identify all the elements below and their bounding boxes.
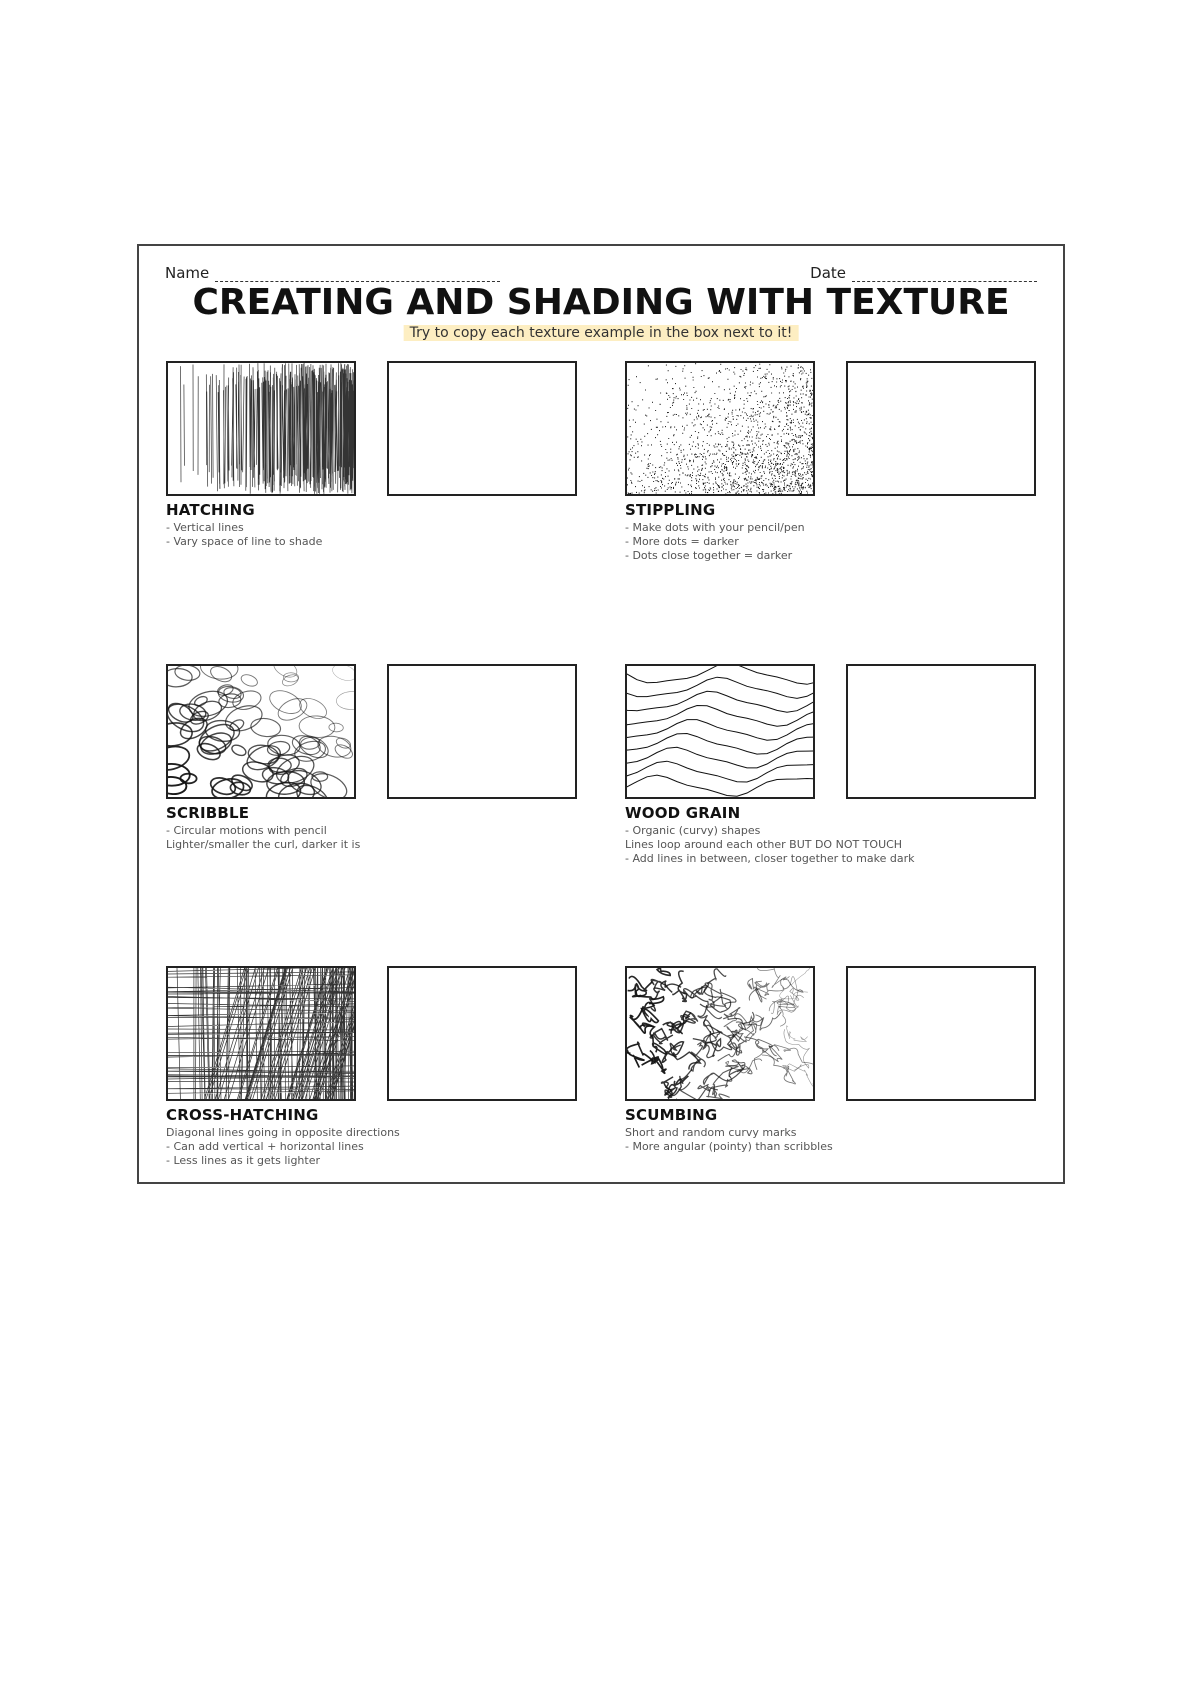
wood-grain-example bbox=[625, 664, 815, 799]
texture-title: WOOD GRAIN bbox=[625, 804, 741, 822]
scribble-practice-box[interactable] bbox=[387, 664, 577, 799]
stippling-practice-box[interactable] bbox=[846, 361, 1036, 496]
texture-title: SCRIBBLE bbox=[166, 804, 250, 822]
texture-cell-hatching bbox=[166, 361, 586, 661]
note-line: - Less lines as it gets lighter bbox=[166, 1154, 320, 1167]
texture-cell-cross-hatching bbox=[166, 966, 586, 1266]
name-field bbox=[165, 264, 500, 282]
name-blank-line[interactable] bbox=[215, 269, 500, 282]
texture-title: STIPPLING bbox=[625, 501, 716, 519]
cross-hatching-example bbox=[166, 966, 356, 1101]
note-line: - Circular motions with pencil bbox=[166, 824, 327, 837]
note-line: - Organic (curvy) shapes bbox=[625, 824, 761, 837]
note-line: - Add lines in between, closer together to make dark bbox=[625, 852, 915, 865]
note-line: - More dots = darker bbox=[625, 535, 739, 548]
stippling-example bbox=[625, 361, 815, 496]
cross-hatching-practice-box[interactable] bbox=[387, 966, 577, 1101]
wood-grain-practice-box[interactable] bbox=[846, 664, 1036, 799]
texture-title: SCUMBING bbox=[625, 1106, 718, 1124]
texture-notes bbox=[166, 824, 496, 852]
texture-notes bbox=[166, 1126, 496, 1168]
note-line: - Make dots with your pencil/pen bbox=[625, 521, 805, 534]
note-line: Diagonal lines going in opposite directions bbox=[166, 1126, 400, 1139]
hatching-example bbox=[166, 361, 356, 496]
texture-cell-scribble bbox=[166, 664, 586, 964]
texture-title: CROSS-HATCHING bbox=[166, 1106, 319, 1124]
wood-grain-texture-image bbox=[627, 666, 813, 797]
note-line: Lighter/smaller the curl, darker it is bbox=[166, 838, 361, 851]
scumbing-example bbox=[625, 966, 815, 1101]
stippling-texture-image bbox=[627, 363, 813, 494]
instructions-banner: Try to copy each texture example in the box next to it! bbox=[404, 325, 799, 341]
note-line: - Vary space of line to shade bbox=[166, 535, 323, 548]
scribble-texture-image bbox=[168, 666, 354, 797]
name-label: Name bbox=[165, 264, 210, 282]
texture-notes bbox=[625, 521, 955, 563]
texture-notes bbox=[166, 521, 496, 549]
note-line: - Dots close together = darker bbox=[625, 549, 793, 562]
hatching-practice-box[interactable] bbox=[387, 361, 577, 496]
texture-cell-stippling bbox=[625, 361, 1045, 661]
page-title: CREATING AND SHADING WITH TEXTURE bbox=[192, 282, 1010, 323]
texture-notes bbox=[625, 1126, 955, 1154]
date-blank-line[interactable] bbox=[852, 269, 1037, 282]
scribble-example bbox=[166, 664, 356, 799]
date-field bbox=[810, 264, 1037, 282]
note-line: - Vertical lines bbox=[166, 521, 244, 534]
note-line: Lines loop around each other BUT DO NOT TOUCH bbox=[625, 838, 903, 851]
cross-hatching-texture-image bbox=[168, 968, 354, 1099]
worksheet bbox=[137, 244, 1065, 1184]
texture-cell-wood-grain bbox=[625, 664, 1045, 964]
date-label: Date bbox=[810, 264, 846, 282]
hatching-texture-image bbox=[168, 363, 354, 494]
note-line: - Can add vertical + horizontal lines bbox=[166, 1140, 364, 1153]
texture-title: HATCHING bbox=[166, 501, 255, 519]
scumbing-practice-box[interactable] bbox=[846, 966, 1036, 1101]
texture-notes bbox=[625, 824, 955, 866]
scumbing-texture-image bbox=[627, 968, 813, 1099]
texture-cell-scumbing bbox=[625, 966, 1045, 1266]
note-line: Short and random curvy marks bbox=[625, 1126, 797, 1139]
note-line: - More angular (pointy) than scribbles bbox=[625, 1140, 833, 1153]
